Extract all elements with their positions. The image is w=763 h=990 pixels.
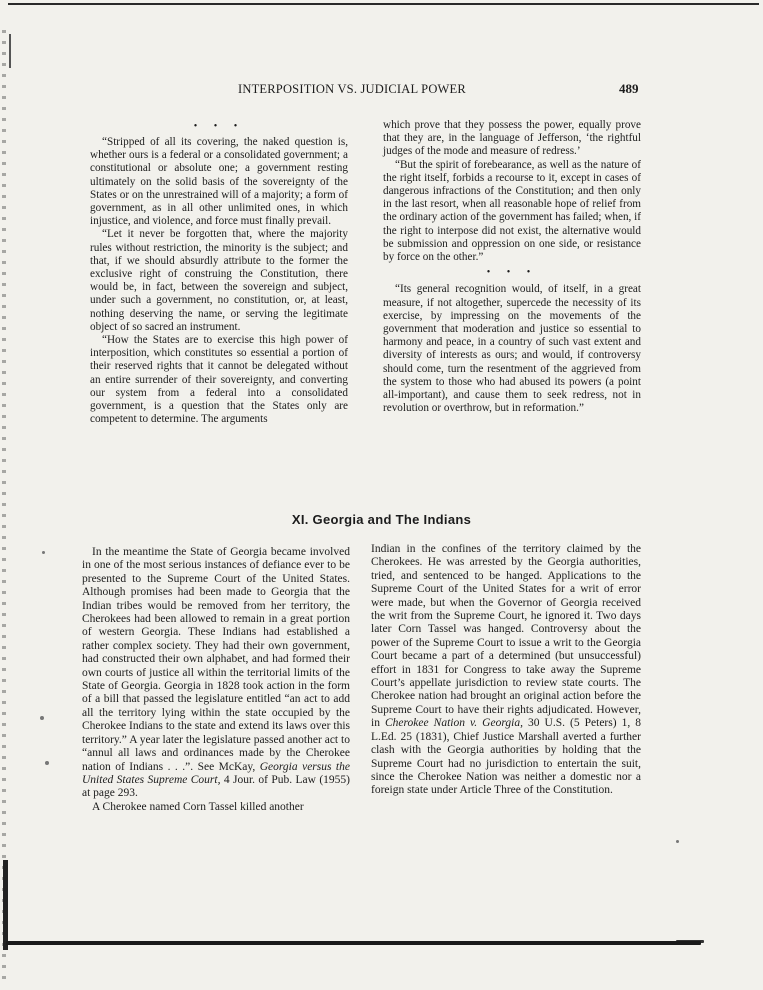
citation-title: Georgia versus the United States Supreme Court, <box>82 760 350 786</box>
paragraph: which prove that they possess the power, equally prove that they are, in the language of Jefferson, ‘the rightful judges of the mode and measure of redress.’ <box>383 119 641 158</box>
paragraph: “How the States are to exercise this high power of interposition, which constitutes so essential a portion of their reserved rights that it cannot be delegated without an entire surrender of their sovereignty, and converting our system from a federal into a consolidated government, is a question that the States only are competent to determine. The arguments <box>90 334 348 426</box>
text-run: Indian in the confines of the territory claimed by the Cherokees. He was arrested by the Georgia authorities, tried, and sentenced to be hanged. Applications to the Supreme Court of the United States for a writ of error were made, but when the Governor of Georgia received the writ from the Supreme Court, he ignored it. Two days later Corn Tassel was hanged. Controversy about the power of the Supreme Court to issue a writ to the Georgia Court became a part of a determined (but unsuccessful) effort in 1831 for Congress to take away the Supreme Court’s appellate jurisdiction to review state courts. The Cherokee nation had brought an original action before the Supreme Court to have their rights adjudicated. However, in <box>371 543 641 730</box>
column-bottom-left <box>82 546 350 814</box>
column-bottom-right <box>371 543 641 798</box>
scan-left-edge <box>2 30 6 980</box>
top-border-rule <box>8 3 759 5</box>
scan-speck <box>676 840 679 843</box>
scan-mark <box>3 860 8 950</box>
scan-speck <box>45 761 49 765</box>
paragraph: A Cherokee named Corn Tassel killed another <box>92 800 304 813</box>
bottom-border-rule <box>6 941 701 945</box>
column-top-left <box>90 136 348 426</box>
paragraph: “Stripped of all its covering, the naked question is, whether ours is a federal or a consolidated government; a constitutional or absolute one; a government resting ultimately on the solid basis of the sovereignty of the States or on the unrestrained will of a majority; a form of government, as in all other unlimited ones, in which injustice, and violence, and force must finally prevail. <box>90 136 348 228</box>
paragraph: “Let it never be forgotten that, where the majority rules without restriction, the minority is the subject; and that, if we should absurdly attribute to the former the exclusive right of construing the Constitution, there would be, in fact, between the sovereign and subject, under such a government, no constitution, or, at least, nothing deserving the name, or serving the legitimate object of so sacred an instrument. <box>90 228 348 333</box>
running-head: INTERPOSITION VS. JUDICIAL POWER <box>238 82 466 96</box>
section-break-dots: • • • <box>193 121 245 132</box>
case-name: Cherokee Nation v. Georgia, <box>384 717 523 730</box>
section-heading: XI. Georgia and The Indians <box>291 512 472 527</box>
scan-speck <box>40 716 44 720</box>
text-run: In the meantime the State of Georgia became involved in one of the most serious instances of defiance ever to be presented to the Supreme Court of the United States. Although promises had been made to Georgia that the Indian tribes would be removed from her territory, the Cherokees had been allowed to remain in a great portion of western Georgia. These Indians had established a rather complex society. They had their own government, had constructed their own alphabet, and had formed their own courts of justice all within the territorial limits of the State of Georgia. Georgia in 1828 took action in the form of a bill that passed the legislature entitled “an act to add all the territory lying within the state occupied by the Cherokee Indians to the state and extend its laws over this territory.” A year later the legislature passed another act to “annul all laws and ordinances made by the Cherokee nation of Indians . . .”. See McKay, <box>82 546 350 773</box>
scan-mark <box>9 34 11 68</box>
paragraph: “Its general recognition would, of itself, in a great measure, if not altogether, supercede the necessity of its exercise, by impressing on the movements of the government that moderation and justice so essential to harmony and peace, in a country of such vast extent and diversity of interests as ours; and would, if controversy should come, turn the resentment of the aggrieved from the system to those who had abused its powers (a point all-important), and cause them to seek redress, not in revolution or overthrow, but in reformation.” <box>383 283 641 415</box>
text-run: 30 U.S. (5 Peters) 1, 8 L.Ed. 25 (1831), Chief Justice Marshall averted a further clash with the Georgia authorities by holding that the Supreme Court had no jurisdiction to entertain the suit, since the Cherokee Nation was neither a domestic nor a foreign state under Article Three of the Constitution. <box>371 717 641 797</box>
page-number: 489 <box>619 81 639 96</box>
column-top-right <box>383 119 641 415</box>
scan-speck <box>42 551 45 554</box>
paragraph: “But the spirit of forebearance, as well as the nature of the right itself, forbids a recourse to it, except in cases of dangerous infractions of the Constitution; and then only in the last resort, when all reasonable hope of relief from the ordinary action of the government has failed; when, if the right to interpose did not exist, the alternative would be submission and oppression on one side, or resistance by force on the other.” <box>383 158 641 264</box>
paragraph <box>82 546 350 801</box>
paragraph <box>371 543 641 798</box>
section-break-dots: • • • <box>486 267 538 279</box>
text-run: 4 Jour. of Pub. Law (1955) at page 293. <box>82 773 350 800</box>
